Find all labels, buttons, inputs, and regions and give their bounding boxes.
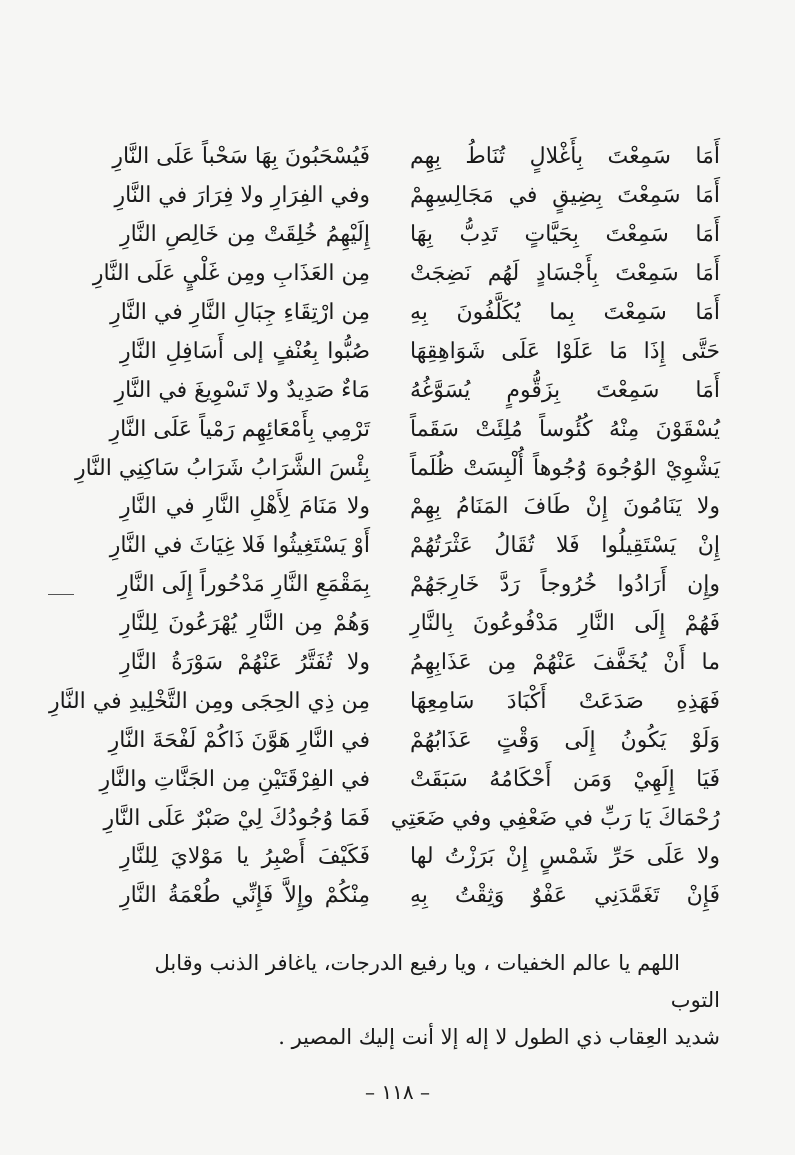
verse [99,760,720,799]
verse-second-hemistich: في الفِرْقَتَيْنِ مِن الجَنَّاتِ والنَّارِ [99,766,370,792]
verse-first-hemistich: يُسْقَوْنَ مِنْهُ كُئُوساً مُلِئَتْ سَقَماً [410,416,720,442]
supplication-paragraph [120,945,720,1056]
supplication-line-1: اللهم يا عالم الخفيات ، ويا رفيع الدرجات، ياغافر الذنب وقابل التوب [154,951,720,1012]
verse-second-hemistich: وَهُمْ مِن النَّارِ يُهْرَعُونَ لِلنَّارِ [120,611,370,637]
verse-second-hemistich: بِمَقْمَعِ النَّارِ مَدْحُوراً إِلَى النَّارِ [117,572,370,598]
verse-second-hemistich: ولا تُفَتَّرُ عَنْهُمْ سَوْرَةُ النَّارِ [120,650,370,676]
verse [110,294,720,333]
verse-second-hemistich: في النَّارِ هَوَّنَ ذَاكُمْ لَفْحَةَ النَّارِ [108,727,370,753]
verse-second-hemistich: إِلَيْهِمُ خُلِقَتْ مِن خَالِصِ النَّارِ [120,222,370,248]
verse-second-hemistich: مِن ارْتِقَاءِ جِبَالِ النَّارِ في النَّارِ [110,300,370,325]
poem [49,138,720,916]
verse [109,410,720,449]
verse-second-hemistich: مَاءٌ صَدِيدٌ ولا تَسْوِيغَ في النَّارِ [114,377,370,403]
verse-first-hemistich: وإِن أَرَادُوا خُرُوجاً رَدَّ خَارِجَهُمْ [410,572,720,598]
verse-first-hemistich: أَمَا سَمِعْتَ بِحَيَّاتٍ تَدِبُّ بِهَا [410,222,720,248]
verse [49,682,720,721]
verse-first-hemistich: أَمَا سَمِعْتَ بِما يُكَلَّفُونَ بِهِ [410,300,720,325]
verse [92,255,720,294]
verse-first-hemistich: فَإِنْ تَغَمَّدَنِي عَفْوٌ وَثِقْتُ بِهِ [410,883,720,909]
verse-second-hemistich: ولا مَنَامَ لِأَهْلِ النَّارِ في النَّارِ [120,494,370,520]
margin-rule [48,594,74,595]
verse [120,216,720,255]
verse-first-hemistich: ما أَنْ يُخَفَّفَ عَنْهُمْ مِن عَذَابِهِمُ [410,650,720,676]
verse-second-hemistich: فَمَا وُجُودُكَ لِيْ صَبْرٌ عَلَى النَّارِ [103,805,370,831]
page-number: – ١١٨ – [365,1080,430,1104]
verse-second-hemistich: مِنْكُمْ وإِلاَّ فَإِنِّي طُعْمَةُ النَّارِ [120,883,370,909]
verse [120,644,720,683]
verse-first-hemistich: إِنْ يَسْتَقِيلُوا فَلا تُقَالُ عَثْرَتُهُمْ [410,533,720,559]
verse-first-hemistich: رُحْمَاكَ يَا رَبِّ في ضَعْفِي وفي ضَعَتِي [390,805,720,831]
verse [120,877,720,916]
verse-second-hemistich: وفي الفِرَارِ ولا فِرَارَ في النَّارِ [114,183,370,209]
verse-first-hemistich: يَشْوِيْ الوُجُوهَ وُجُوهاً أُلْبِسَتْ ظُلَماً [410,455,720,481]
verse-first-hemistich: فَيَا إِلَهِيْ وَمَن أَحْكَامُهُ سَبَقَتْ [410,766,720,792]
verse [112,138,720,177]
verse [114,177,720,216]
verse-second-hemistich: مِن ذِي الحِجَى ومِن التَّخْلِيدِ في النَّارِ [49,688,370,714]
verse [114,371,720,410]
verse-second-hemistich: فَكَيْفَ أَصْبِرُ يا مَوْلايَ لِلنَّارِ [120,844,370,870]
verse [117,566,720,605]
verse-second-hemistich: صُبُّوا بِعُنْفٍ إلى أَسَافِلِ النَّارِ [120,338,370,364]
verse [120,332,720,371]
verse [109,527,720,566]
verse-first-hemistich: فَهُمْ إِلَى النَّارِ مَدْفُوعُونَ بِالنَّارِ [410,611,720,637]
verse-second-hemistich: فَيُسْحَبُونَ بِهَا سَحْباً عَلَى النَّارِ [112,144,370,170]
verse-first-hemistich: وَلَوْ يَكُونُ إِلَى وَقْتٍ عَذَابُهُمْ [410,727,720,753]
verse-second-hemistich: بِئْسَ الشَّرَابُ شَرَابُ سَاكِنِي النَّارِ [75,455,370,481]
verse-second-hemistich: مِن العَذَابِ ومِن غَلْيٍ عَلَى النَّارِ [92,261,370,287]
verse [120,488,720,527]
verse-second-hemistich: تَرْمِي بِأَمْعَائِهِم رَمْياً عَلَى النَّارِ [109,416,370,442]
verse-first-hemistich: أَمَا سَمِعْتَ بِأَغْلالٍ تُنَاطُ بِهِم [410,144,720,170]
verse [75,449,720,488]
verse [120,838,720,877]
verse-first-hemistich: ولا عَلَى حَرِّ شَمْسٍ إِنْ بَرَزْتُ لها [410,844,720,870]
verse-first-hemistich: أَمَا سَمِعْتَ بِأَجْسَادٍ لَهُم نَضِجَتْ [410,261,720,287]
verse-first-hemistich: أَمَا سَمِعْتَ بِزَقُّومٍ يُسَوَّغُهُ [410,377,720,403]
verse-second-hemistich: أَوْ يَسْتَغِيثُوا فَلا غِيَاثَ في النَّارِ [109,533,370,559]
verse [103,799,720,838]
verse-first-hemistich: أَمَا سَمِعْتَ بِضِيقٍ في مَجَالِسِهِمْ [410,183,720,209]
verse [120,605,720,644]
supplication-line-2: شديد العِقاب ذي الطول لا إله إلا أنت إليك المصير . [278,1025,720,1049]
verse-first-hemistich: حَتَّى إِذَا مَا عَلَوْا عَلَى شَوَاهِقِهَا [410,338,720,364]
verse-first-hemistich: ولا يَنَامُونَ إِنْ طَافَ المَنَامُ بِهِمْ [410,494,720,520]
verse [108,721,720,760]
verse-first-hemistich: فَهَذِهِ صَدَعَتْ أَكْبَادَ سَامِعِهَا [410,688,720,714]
